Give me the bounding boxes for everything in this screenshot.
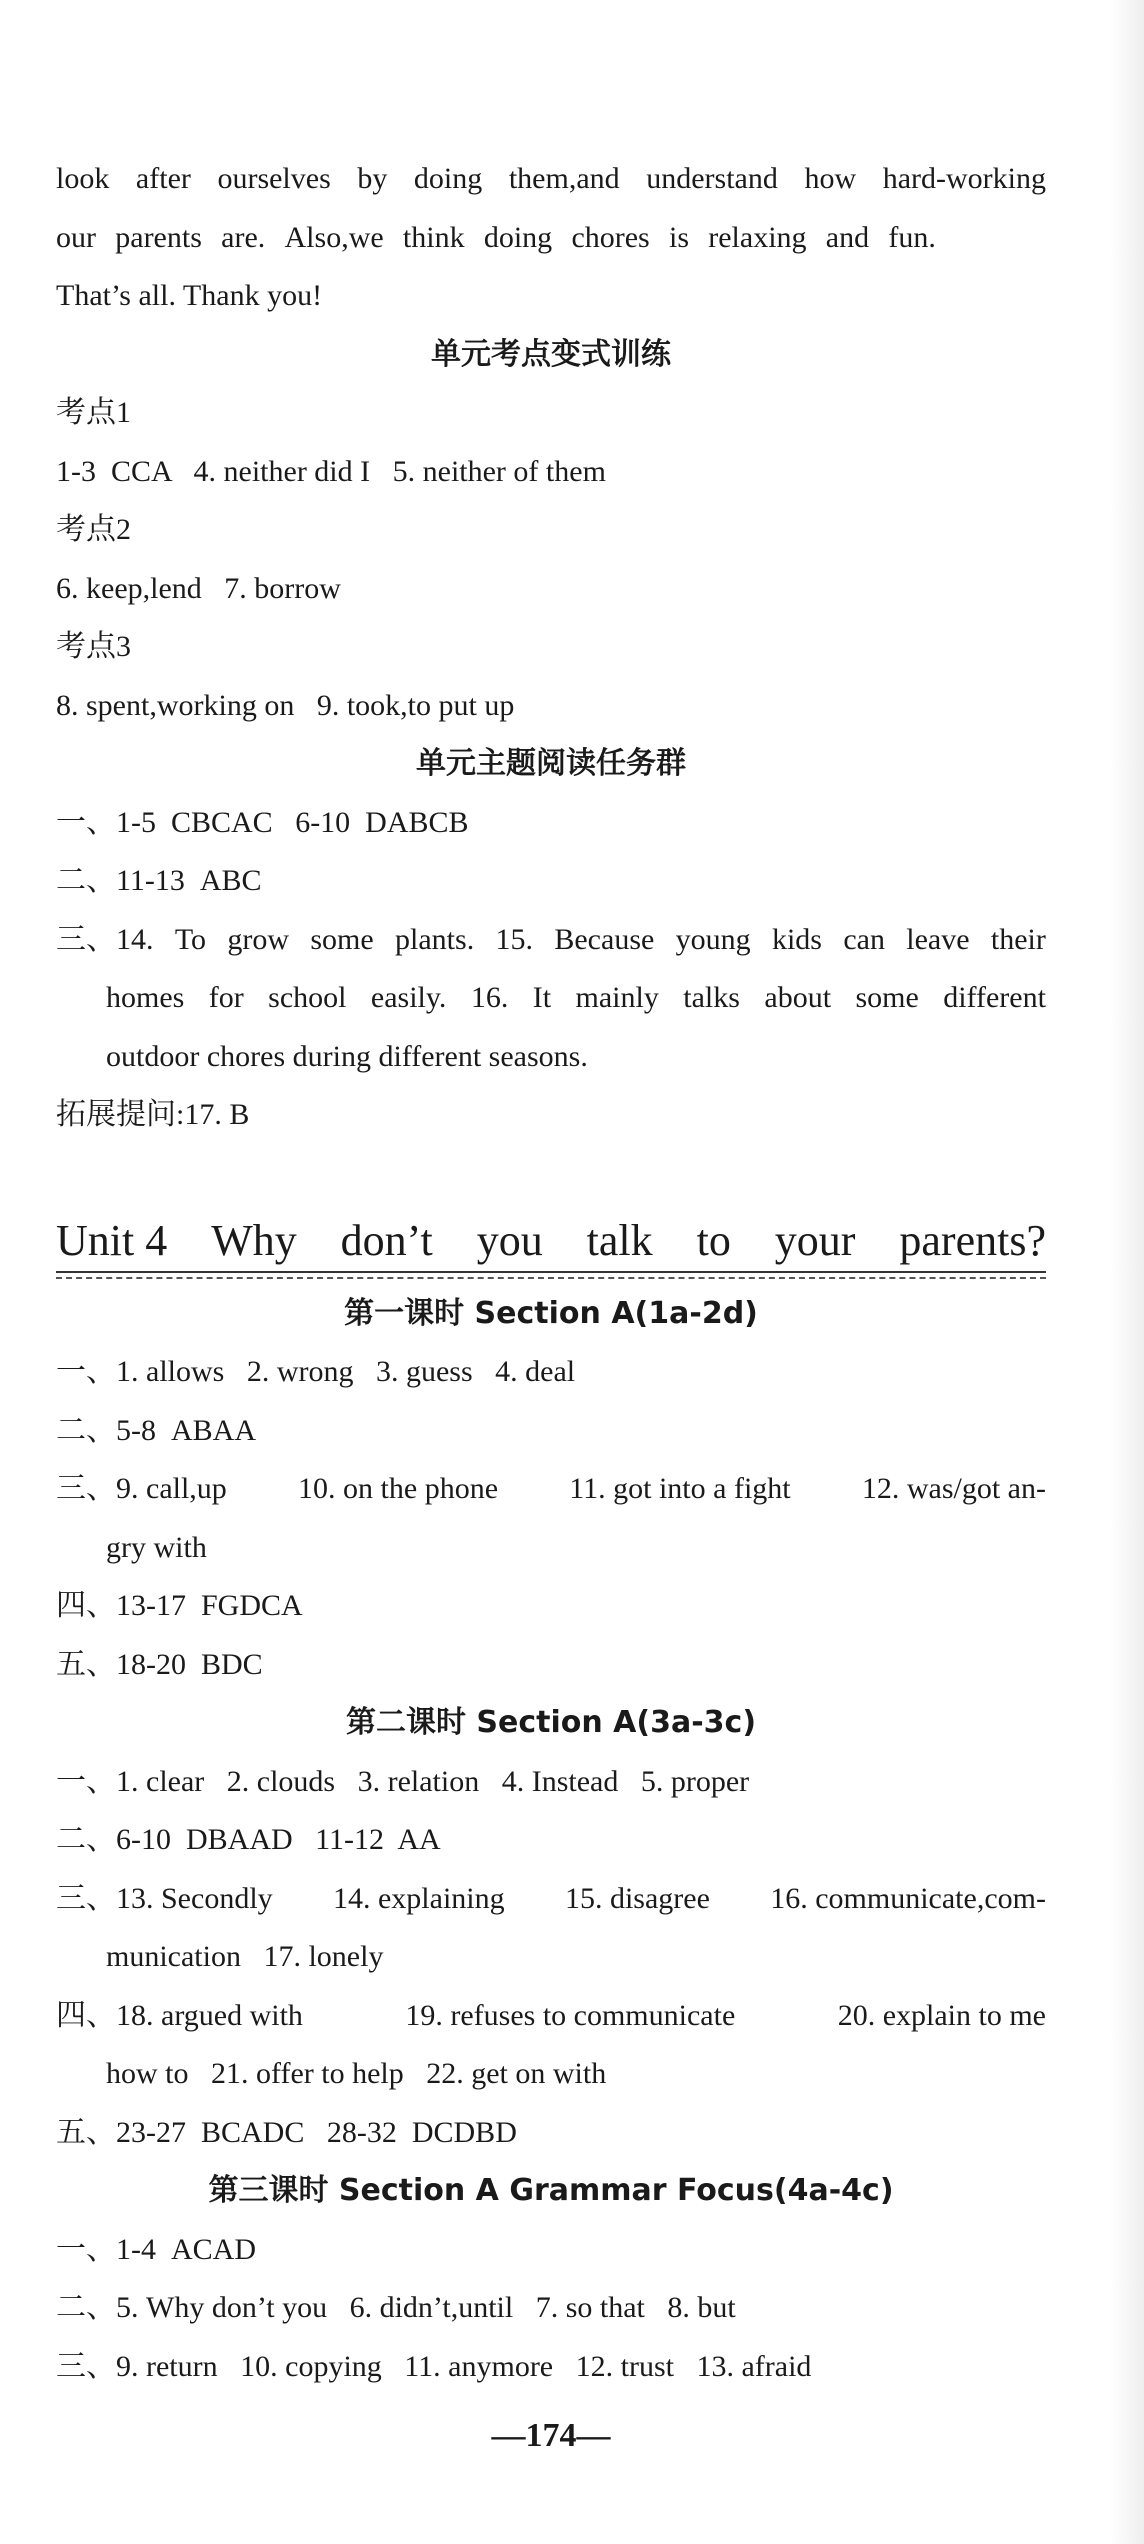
reading-answers-3 bbox=[56, 911, 1046, 970]
reading-answers-2: 二、11-13 ABC bbox=[56, 864, 262, 897]
word: talk bbox=[586, 1215, 653, 1265]
word: chores bbox=[571, 220, 650, 254]
word: to bbox=[696, 1215, 731, 1265]
word: 16. bbox=[470, 981, 509, 1014]
word: Also,we bbox=[284, 220, 384, 254]
lesson-1-line-5: 四、13-17 FGDCA bbox=[56, 1589, 303, 1622]
section-title-theme-reading: 单元主题阅读任务群 bbox=[416, 746, 686, 781]
lesson-2-line-6: how to 21. offer to help 22. get on with bbox=[106, 2057, 607, 2090]
word: plants. bbox=[395, 922, 475, 956]
word: 15. bbox=[495, 922, 534, 956]
word: Why bbox=[211, 1215, 297, 1265]
word: easily. bbox=[370, 981, 447, 1014]
word: To bbox=[174, 922, 207, 956]
intro-line-1 bbox=[56, 150, 1046, 209]
word: mainly bbox=[575, 981, 659, 1014]
lesson-1-title: 第一课时 Section A(1a-2d) bbox=[344, 1295, 758, 1331]
lesson-3-line-2: 二、5. Why don’t you 6. didn’t,until 7. so that 8. but bbox=[56, 2291, 736, 2324]
word: 10. on the phone bbox=[298, 1472, 499, 1505]
word: 19. refuses to communicate bbox=[405, 1998, 736, 2032]
unit-title-dashed-rule bbox=[56, 1277, 1046, 1279]
word: 三、13. Secondly bbox=[56, 1881, 273, 1915]
word: 12. was/got an- bbox=[861, 1472, 1046, 1505]
word: look bbox=[56, 162, 110, 195]
word: kids bbox=[771, 922, 822, 956]
word: It bbox=[532, 981, 552, 1014]
lesson-2-line-2: 二、6-10 DBAAD 11-12 AA bbox=[56, 1823, 441, 1856]
word: can bbox=[843, 922, 885, 956]
word: about bbox=[764, 981, 832, 1014]
word: hard-working bbox=[882, 162, 1046, 195]
word: for bbox=[208, 981, 244, 1014]
reading-answers-5: outdoor chores during different seasons. bbox=[106, 1039, 588, 1073]
lesson-3-title: 第三课时 Section A Grammar Focus(4a-4c) bbox=[208, 2173, 894, 2208]
word: 四、18. argued with bbox=[56, 1998, 303, 2032]
lesson-3-line-1: 一、1-4 ACAD bbox=[56, 2232, 256, 2266]
word: 15. disagree bbox=[564, 1881, 710, 1915]
word: some bbox=[310, 922, 374, 956]
word: 11. got into a fight bbox=[569, 1472, 791, 1505]
kaodian-3-answers: 8. spent,working on 9. took,to put up bbox=[56, 688, 515, 722]
word: Unit 4 bbox=[56, 1215, 168, 1265]
word: leave bbox=[906, 922, 970, 956]
lesson-2-line-4: munication 17. lonely bbox=[106, 1940, 384, 1973]
word: ourselves bbox=[217, 162, 331, 195]
section-title-unit-practice: 单元考点变式训练 bbox=[431, 336, 671, 372]
lesson-2-title: 第二课时 Section A(3a-3c) bbox=[345, 1705, 757, 1740]
word: 14. explaining bbox=[332, 1881, 505, 1915]
word: Because bbox=[554, 922, 655, 956]
word: think bbox=[402, 220, 465, 254]
lesson-1-line-3 bbox=[56, 1460, 1046, 1519]
intro-line-2 bbox=[56, 209, 936, 268]
word: are. bbox=[221, 220, 266, 254]
word: talks bbox=[683, 981, 740, 1014]
word: fun. bbox=[888, 220, 936, 254]
word: school bbox=[268, 981, 347, 1014]
lesson-1-line-2: 二、5-8 ABAA bbox=[56, 1413, 256, 1447]
page-edge-shadow bbox=[1110, 0, 1144, 2544]
word: their bbox=[990, 922, 1046, 956]
kaodian-2-answers: 6. keep,lend 7. borrow bbox=[56, 571, 341, 605]
kaodian-1-answers: 1-3 CCA 4. neither did I 5. neither of them bbox=[56, 454, 606, 488]
answer-page bbox=[56, 150, 1046, 2466]
word: 三、9. call,up bbox=[56, 1472, 227, 1505]
word: your bbox=[774, 1215, 856, 1265]
lesson-2-line-5 bbox=[56, 1987, 1046, 2046]
page-number: —174— bbox=[491, 2417, 611, 2454]
extension-question: 拓展提问:17. B bbox=[56, 1098, 250, 1131]
reading-answers-4 bbox=[56, 969, 1046, 1028]
word: understand bbox=[646, 162, 778, 195]
word: homes bbox=[106, 981, 185, 1014]
kaodian-3-label: 考点3 bbox=[56, 630, 131, 663]
word: 三、14. bbox=[56, 922, 154, 956]
kaodian-1-label: 考点1 bbox=[56, 396, 131, 429]
lesson-2-line-1: 一、1. clear 2. clouds 3. relation 4. Instead 5. proper bbox=[56, 1764, 750, 1798]
kaodian-2-label: 考点2 bbox=[56, 513, 131, 546]
word: 16. communicate,com- bbox=[770, 1881, 1046, 1915]
word: grow bbox=[227, 922, 290, 956]
word: you bbox=[476, 1215, 543, 1265]
lesson-1-line-6: 五、18-20 BDC bbox=[56, 1647, 263, 1681]
word: some bbox=[855, 981, 919, 1014]
word: how bbox=[804, 162, 857, 195]
word: 20. explain to me bbox=[837, 1998, 1046, 2032]
word: them,and bbox=[508, 162, 620, 195]
word: doing bbox=[413, 162, 483, 195]
word: young bbox=[675, 922, 751, 956]
word: doing bbox=[483, 220, 553, 254]
reading-answers-1: 一、1-5 CBCAC 6-10 DABCB bbox=[56, 805, 469, 839]
word: parents? bbox=[899, 1215, 1046, 1265]
word: by bbox=[357, 162, 388, 195]
lesson-1-line-4: gry with bbox=[106, 1530, 207, 1564]
word: relaxing bbox=[708, 220, 807, 254]
word: parents bbox=[115, 220, 202, 254]
lesson-2-line-3 bbox=[56, 1870, 1046, 1929]
word: our bbox=[56, 220, 96, 254]
word: is bbox=[668, 220, 689, 254]
lesson-1-line-1: 一、1. allows 2. wrong 3. guess 4. deal bbox=[56, 1355, 576, 1388]
word: different bbox=[943, 981, 1046, 1014]
word: and bbox=[825, 220, 870, 254]
unit-title bbox=[56, 1211, 1046, 1273]
word: after bbox=[135, 162, 191, 195]
intro-line-3: That’s all. Thank you! bbox=[56, 279, 323, 312]
lesson-3-line-3: 三、9. return 10. copying 11. anymore 12. trust 13. afraid bbox=[56, 2349, 812, 2383]
lesson-2-line-7: 五、23-27 BCADC 28-32 DCDBD bbox=[56, 2115, 517, 2149]
word: don’t bbox=[340, 1215, 433, 1265]
